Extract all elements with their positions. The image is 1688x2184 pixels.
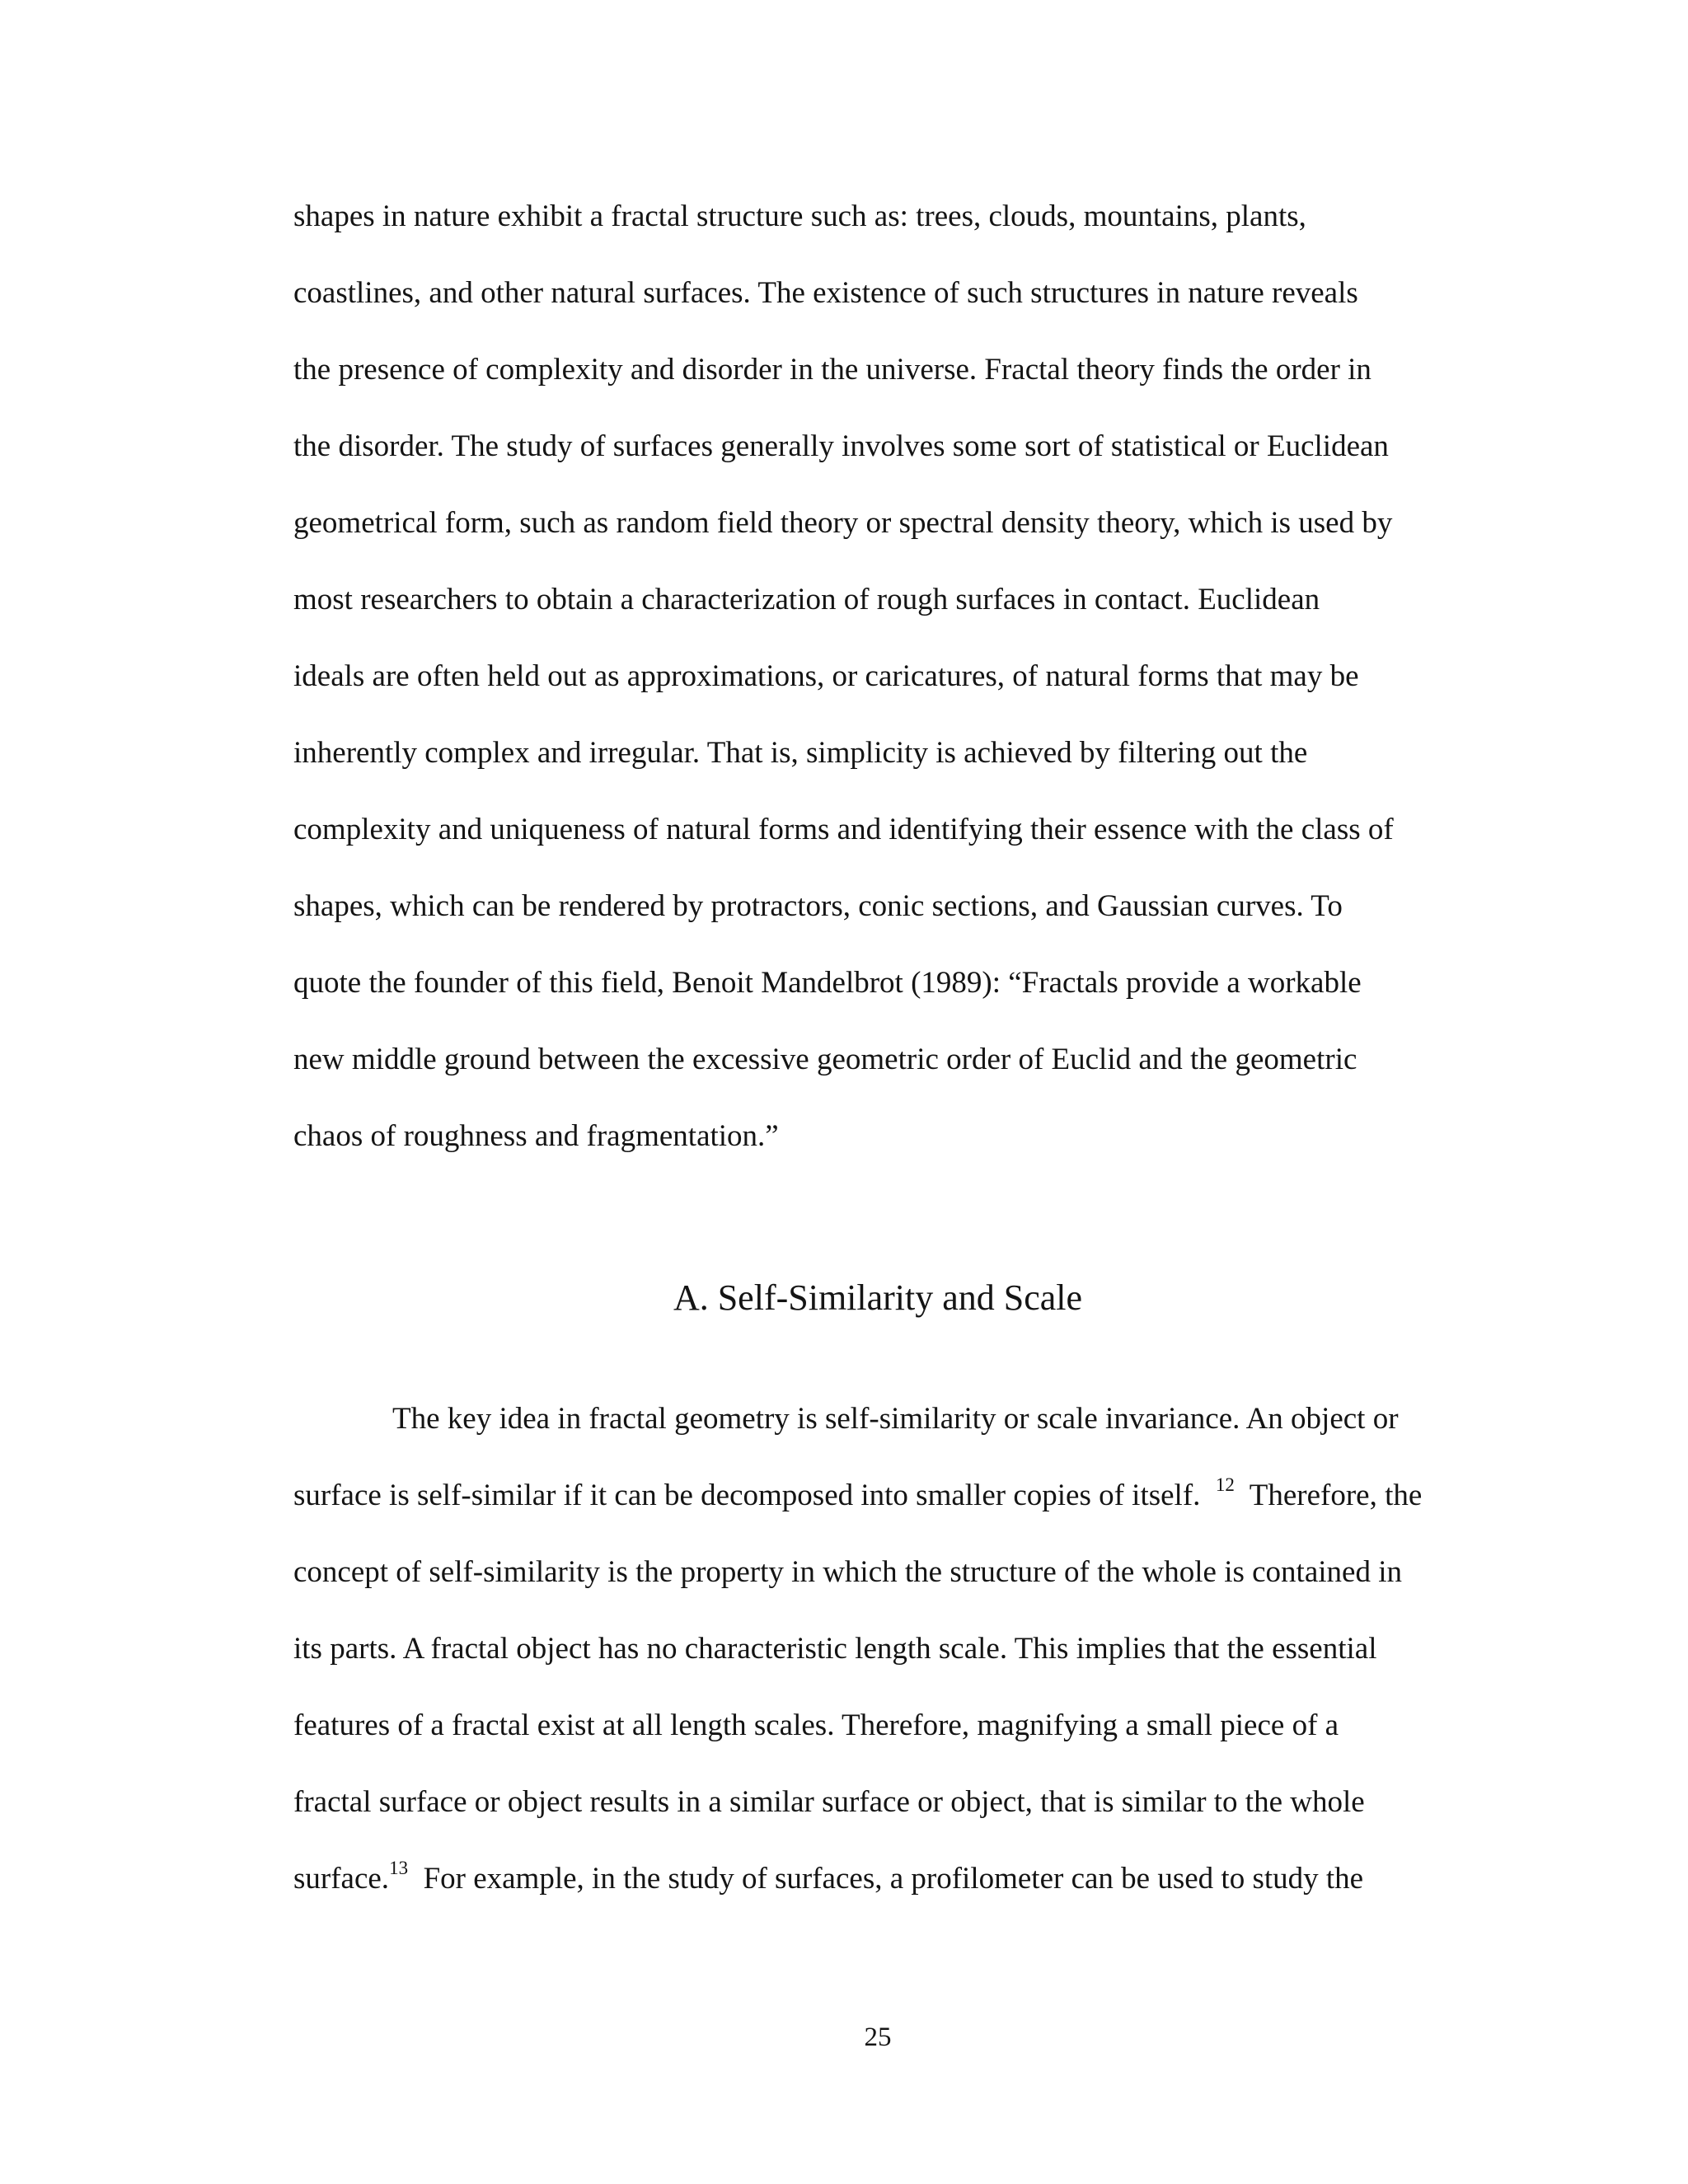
paragraph-line: chaos of roughness and fragmentation.” [293,1119,779,1153]
paragraph-line: the disorder. The study of surfaces generally involves some sort of statistical or Euclidean [293,429,1389,463]
paragraph-line: features of a fractal exist at all length scales. Therefore, magnifying a small piece of a [293,1708,1339,1742]
paragraph-line: new middle ground between the excessive geometric order of Euclid and the geometric [293,1043,1357,1076]
paragraph-line: shapes in nature exhibit a fractal structure such as: trees, clouds, mountains, plants, [293,199,1306,233]
line-text: surface. [293,1862,390,1896]
paragraph-line: coastlines, and other natural surfaces. The existence of such structures in nature reveals [293,276,1358,310]
paragraph-line [293,1860,1363,1898]
page-number: 25 [864,2022,892,2052]
paragraph-line: most researchers to obtain a characterization of rough surfaces in contact. Euclidean [293,583,1320,616]
line-text: For example, in the study of surfaces, a profilometer can be used to study the [408,1862,1364,1896]
footnote-reference: 13 [389,1858,409,1878]
line-text: surface is self-similar if it can be decomposed into smaller copies of itself. [293,1479,1216,1512]
line-text: Therefore, the [1234,1479,1423,1512]
paragraph-line: quote the founder of this field, Benoit Mandelbrot (1989): “Fractals provide a workable [293,966,1362,1000]
paragraph-line: shapes, which can be rendered by protractors, conic sections, and Gaussian curves. To [293,889,1343,923]
paragraph-line: its parts. A fractal object has no characteristic length scale. This implies that the essential [293,1632,1377,1666]
paragraph-line: complexity and uniqueness of natural forms and identifying their essence with the class of [293,813,1394,846]
paragraph-line: concept of self-similarity is the property in which the structure of the whole is contained in [293,1555,1402,1589]
paragraph-line: fractal surface or object results in a similar surface or object, that is similar to the whole [293,1785,1365,1819]
section-heading: A. Self-Similarity and Scale [673,1277,1083,1318]
paragraph-line: The key idea in fractal geometry is self-similarity or scale invariance. An object or [392,1402,1399,1436]
footnote-reference: 12 [1215,1474,1235,1495]
paragraph-line [293,1474,1423,1515]
paragraph-line: ideals are often held out as approximations, or caricatures, of natural forms that may be [293,659,1359,693]
paragraph-line: inherently complex and irregular. That is, simplicity is achieved by filtering out the [293,736,1308,770]
paragraph-line: geometrical form, such as random field theory or spectral density theory, which is used by [293,506,1393,540]
paragraph-line: the presence of complexity and disorder in the universe. Fractal theory finds the order in [293,353,1372,387]
